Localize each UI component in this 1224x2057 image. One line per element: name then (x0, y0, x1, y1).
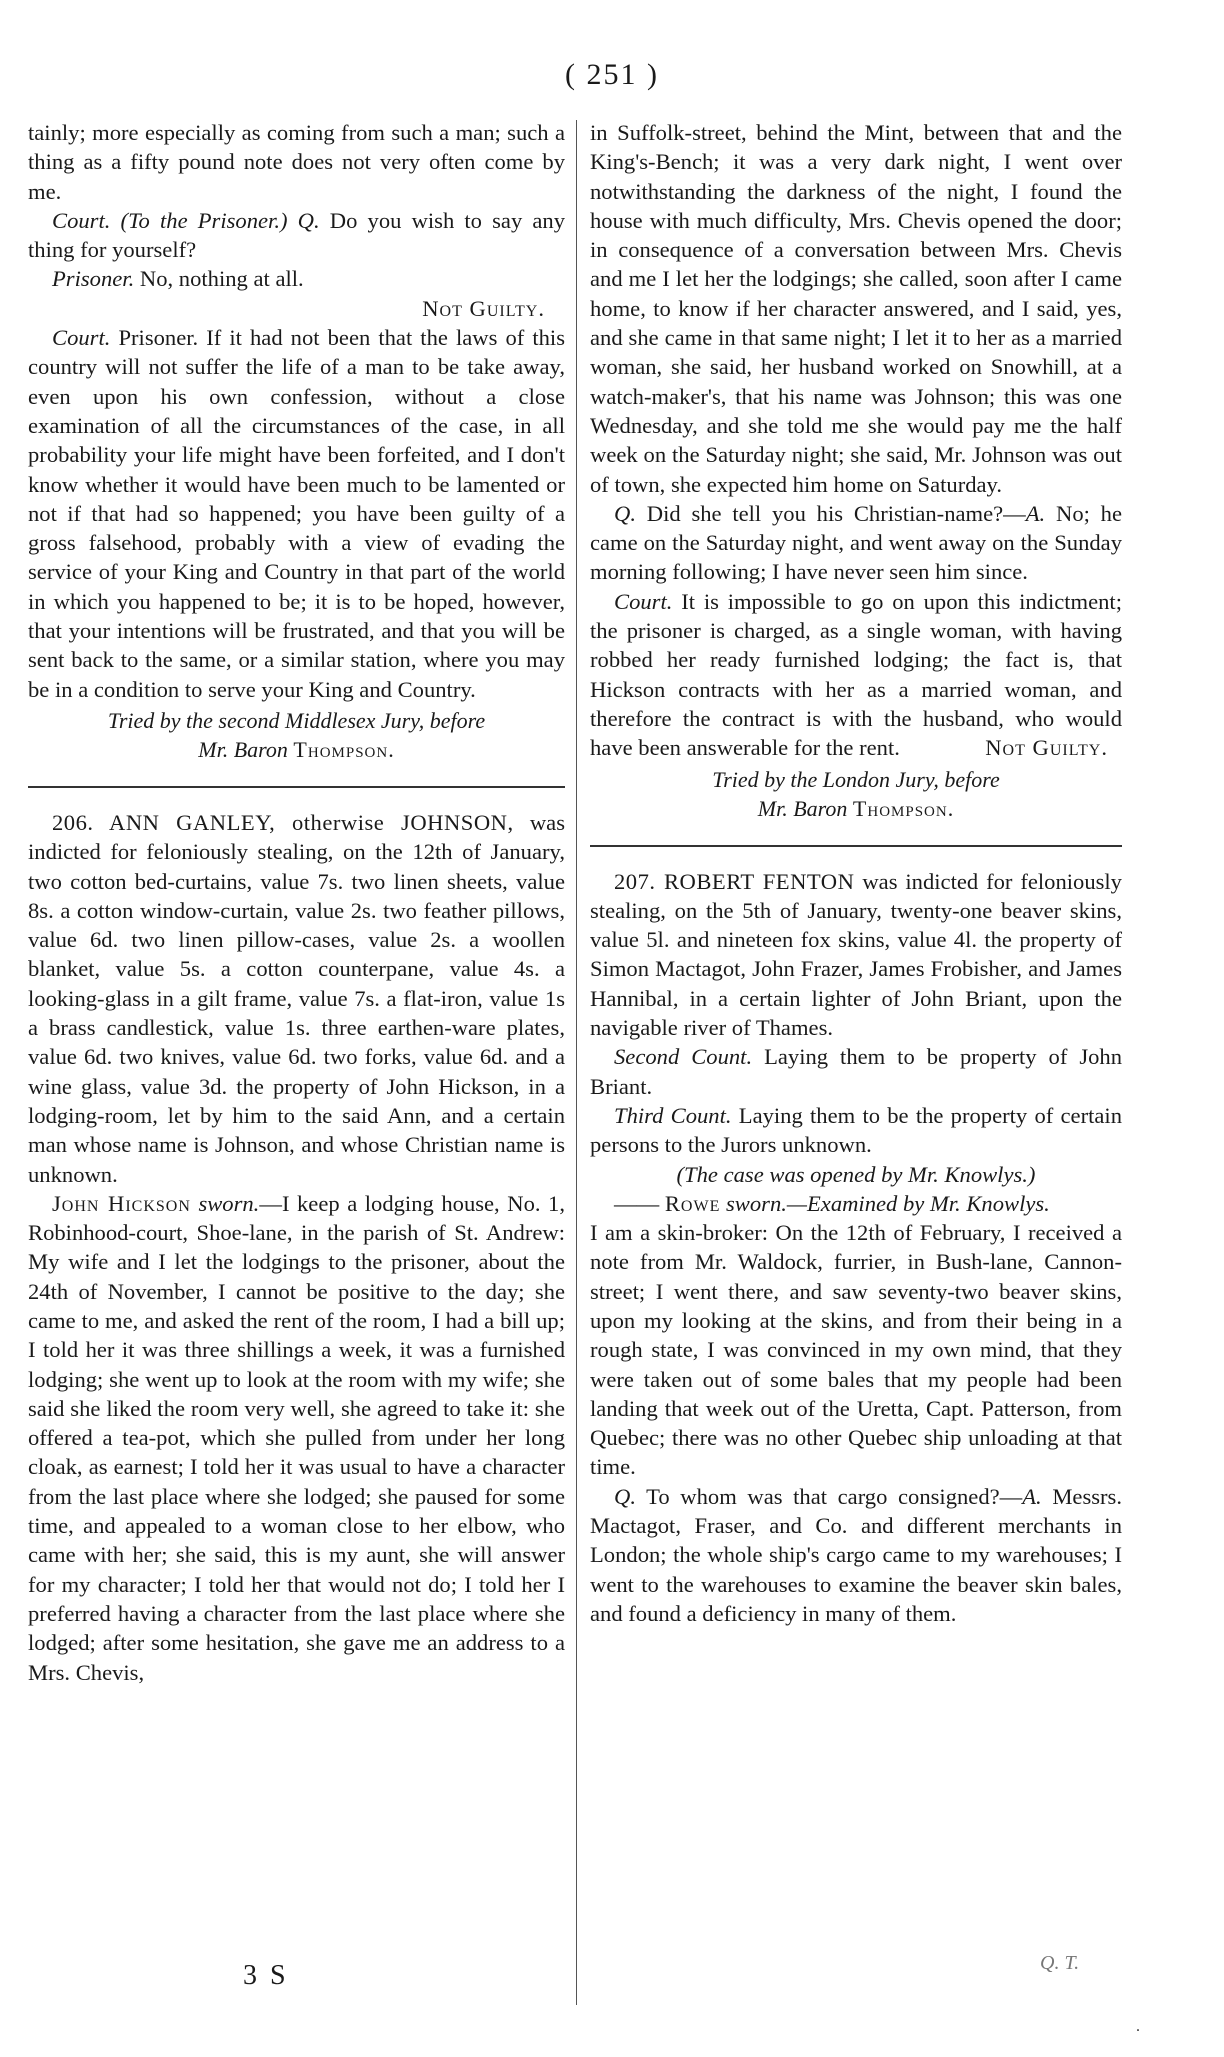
witness-testimony (28, 1189, 565, 1687)
case-207 (590, 867, 1122, 1043)
question-text: Did she tell you his Christian-name?— (646, 500, 1026, 526)
case-indictment: was indicted for feloniously stealing, on the 12th of January, two cotton bed-curtains, value 7s. two linen sheets, value 8s. a cotton window-curtain, value 2s. two feather pillows, value 6d. two linen pillow-cases, value 2s. a woollen blanket, value 5s. a cotton counterpane, value 4s. a looking-glass in a gilt frame, value 7s. a flat-iron, value 1s a brass candlestick, value 1s. three earthen-ware plates, value 6d. two knives, value 6d. two forks, value 6d. and a wine glass, value 3d. the property of John Hickson, in a lodging-room, let by him to the said Ann, and a certain man whose name is Johnson, and whose Christian name is unknown. (28, 809, 565, 1187)
left-column (28, 118, 565, 1687)
prisoner-answer (28, 264, 565, 293)
witness-testimony: I am a skin-broker: On the 12th of February, I received a note from Mr. Waldock, furrier, in Bush-lane, Cannon-street; I went there, and saw seventy-two beaver skins, upon my looking at the skins, and from their being in a rough state, I was convinced in my own mind, that they were taken out of some bales that my people had been landing that week out of the Uretta, Capt. Patterson, from Quebec; there was no other Quebec ship unloading at that time. (590, 1220, 1122, 1480)
verdict: Not Guilty. (422, 295, 545, 321)
case-separator (590, 845, 1122, 847)
trial-note-line1: Tried by the second Middlesex Jury, before (107, 707, 486, 733)
answer-text: No, nothing at all. (139, 266, 304, 292)
count-text: Laying them to be property of John Briant. (590, 1044, 1122, 1099)
question-answer-2 (590, 1482, 1122, 1628)
speaker-label: Court. (614, 588, 673, 614)
answer-label: A. (1025, 500, 1046, 526)
corner-mark: . (1136, 2018, 1140, 2035)
stage-direction: (To the Prisoner.) (120, 207, 288, 233)
trial-note-line1: Tried by the London Jury, before (712, 766, 1000, 792)
case-opened-note: (The case was opened by Mr. Knowlys.) (676, 1161, 1036, 1187)
second-count (590, 1042, 1122, 1101)
answer-text: Messrs. Mactagot, Fraser, and Co. and different merchants in London; the whole ship's cargo came to my warehouses; I went to the warehouses to examine the beaver skin bales, and found a deficiency in many of them. (590, 1483, 1122, 1626)
witness-header (590, 1189, 1122, 1218)
case-heading: 206. ANN GANLEY, otherwise JOHNSON, (52, 809, 514, 835)
speaker-label: Prisoner. (52, 266, 135, 292)
page-number: ( 251 ) (565, 58, 659, 91)
case-206 (28, 808, 565, 1189)
trial-note (590, 765, 1122, 823)
column-divider (576, 120, 577, 2005)
witness-name: Rowe (664, 1190, 721, 1216)
ruling-text: It is impossible to go on upon this indictment; the prisoner is charged, as a single woman, with having robbed her ready furnished lodging; the fact is, that Hickson contracts with her as a married woman, and therefore the contract is with the husband, who would have been answerable for the rent. (590, 588, 1122, 761)
signature-mark: 3 S (243, 1960, 289, 1991)
right-column (590, 118, 1122, 1628)
sworn-label: sworn. (198, 1190, 260, 1216)
question-answer (590, 499, 1122, 587)
third-count (590, 1101, 1122, 1160)
dash: —— (614, 1190, 660, 1216)
testimony-continuation: in Suffolk-street, behind the Mint, between that and the King's-Bench; it was a very dark night, I went over notwithstanding the darkness of the night, I found the house with much difficulty, Mrs. Chevis opened the door; in consequence of a conversation between Mrs. Chevis and me I let her the lodgings; she called, soon after I came home, to know if her character answered, and I said, yes, and she came in that same night; I let it to her as a married woman, she said, her husband worked on Snowhill, at a watch-maker's, that his name was Johnson; this was one Wednesday, and she told me she would pay me the half week on the Saturday night; she said, Mr. Johnson was out of town, she expected him home on Saturday. (590, 120, 1122, 497)
trial-note-judge-name: Thompson. (293, 736, 395, 762)
speaker-label: Court. (52, 325, 111, 351)
catchword: Q. T. (1040, 1952, 1080, 1974)
verdict: Not Guilty. (985, 735, 1108, 761)
answer-text: No; he came on the Saturday night, and went away on the Sunday morning following; I have never seen him since. (590, 500, 1123, 585)
trial-note (28, 706, 565, 764)
sworn-label: sworn.—Examined by Mr. Knowlys. (726, 1190, 1050, 1216)
court-question (28, 206, 565, 265)
question-label: Q. (297, 207, 320, 233)
count-label: Third Count. (614, 1102, 732, 1128)
count-text: Laying them to be the property of certain persons to the Jurors unknown. (590, 1102, 1122, 1158)
count-label: Second Count. (614, 1044, 753, 1070)
paragraph-continuation: tainly; more especially as coming from such a man; such a thing as a fifty pound note does not very often come by me. (28, 120, 565, 204)
trial-note-judge-name: Thompson. (852, 795, 955, 821)
trial-note-judge-title: Mr. Baron (198, 736, 288, 762)
question-label: Q. (614, 1483, 636, 1509)
court-ruling (590, 587, 1122, 763)
court-address (28, 323, 565, 704)
answer-label: A. (1022, 1483, 1042, 1509)
case-separator (28, 786, 565, 788)
case-indictment: was indicted for feloniously stealing, on the 5th of January, twenty-one beaver skins, value 5l. and nineteen fox skins, value 4l. the property of Simon Mactagot, John Frazer, James Frobisher, and James Hannibal, in a certain lighter of John Briant, upon the navigable river of Thames. (590, 868, 1122, 1041)
trial-note-judge-title: Mr. Baron (757, 795, 848, 821)
question-text: To whom was that cargo consigned?— (646, 1483, 1023, 1509)
testimony-text: —I keep a lodging house, No. 1, Robinhood-court, Shoe-lane, in the parish of St. Andrew: My wife and I let the lodgings to the prisoner, about the 24th of November, I cannot be positive to the day; she came to me, and asked the rent of the room, I had a bill up; I told her it was three shillings a week, it was a furnished lodging; she went up to look at the room with my wife; she said she liked the room very well, she agreed to take it: she offered a tea-pot, which she pulled from under her long cloak, as earnest; I told her it was usual to have a character from the last place where she lodged; she paused for some time, and appealed to a woman close to her elbow, who came with her; she said, this is my aunt, she will answer for my character; I told her that would not do; I told her I preferred having a character from the last place where she lodged; after some hesitation, she gave me an address to a Mrs. Chevis, (28, 1190, 566, 1685)
question-label: Q. (614, 500, 636, 526)
address-text: Prisoner. If it had not been that the laws of this country will not suffer the life of a man to be take away, even upon his own confession, without a close examination of all the circumstances of the case, in all probability your life might have been forfeited, and I don't know whether it would have been much to be lamented or not if that had so happened; you have been guilty of a gross falsehood, probably with a view of evading the service of your King and Country in that part of the world in which you happened to be; it is to be hoped, however, that your intentions will be frustrated, and that you will be sent back to the same, or a similar station, where you may be in a condition to serve your King and Country. (28, 325, 565, 702)
witness-name: John Hickson (52, 1190, 191, 1216)
question-text: Do you wish to say any thing for yourself? (28, 207, 566, 263)
speaker-label: Court. (52, 207, 111, 233)
case-heading: 207. ROBERT FENTON (614, 868, 855, 894)
